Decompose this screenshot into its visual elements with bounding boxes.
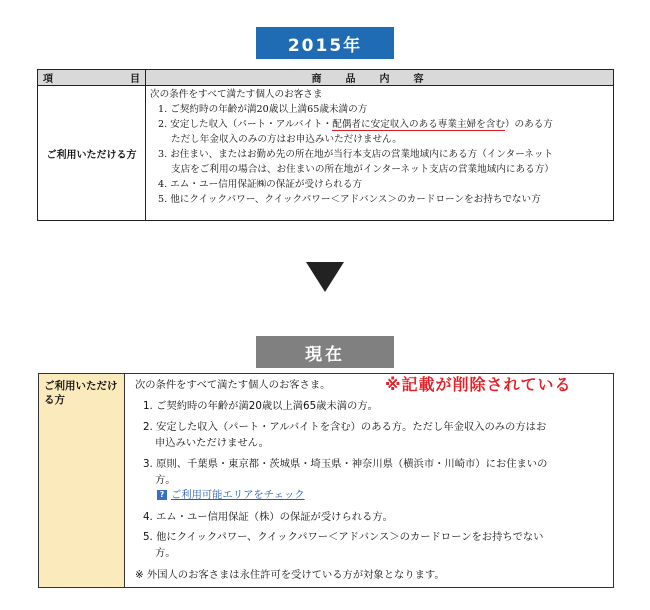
condition-3: 3. 原則、千葉県・東京都・茨城県・埼玉県・神奈川県（横浜市・川崎市）にお住まいの	[143, 458, 548, 470]
condition-5: 5. 他にクイックパワー、クイックパワー＜アドバンス＞のカードローンをお持ちでない方	[158, 194, 541, 205]
condition-2-part-a: 2. 安定した収入（パート・アルバイト・	[158, 119, 333, 130]
table-header	[38, 70, 613, 86]
table-row	[38, 86, 613, 221]
row-label: ご利用いただける方	[39, 374, 125, 587]
condition-2-cont: 申込みいただけません。	[155, 437, 269, 449]
year-2015-label: 2015年	[256, 27, 394, 59]
deleted-note: ※記載が削除されている	[385, 375, 572, 394]
condition-4: 4. エム・ユー信用保証（株）の保証が受けられる方。	[143, 511, 393, 523]
area-check-link-text[interactable]: ご利用可能エリアをチェック	[171, 489, 305, 501]
current-label: 現在	[256, 336, 394, 368]
intro-line: 次の条件をすべて満たす個人のお客さま	[150, 89, 323, 100]
help-icon: ?	[157, 490, 167, 500]
condition-2	[150, 117, 609, 132]
condition-2: 2. 安定した収入（パート・アルバイトを含む）のある方。ただし年金収入のみの方はお	[143, 421, 547, 433]
condition-3-cont: 方。	[155, 474, 176, 486]
area-check-link[interactable]	[157, 487, 305, 503]
condition-5-cont: 方。	[155, 547, 176, 559]
row-content	[146, 86, 613, 221]
condition-1: 1. ご契約時の年齢が満20歳以上満65歳未満の方。	[143, 400, 378, 412]
condition-3: 3. お住まい、またはお勤め先の所在地が当行本支店の営業地域内にある方（インターネット	[158, 149, 554, 160]
header-item-a: 項	[43, 74, 53, 85]
row-label: ご利用いただける方	[38, 86, 146, 221]
header-item-cell	[38, 70, 146, 85]
old-conditions-table	[37, 69, 614, 221]
intro-line: 次の条件をすべて満たす個人のお客さま。	[135, 379, 331, 391]
header-content-cell: 商品内容	[311, 74, 448, 85]
condition-5: 5. 他にクイックパワー、クイックパワー＜アドバンス＞のカードローンをお持ちでない	[143, 531, 544, 543]
condition-4: 4. エム・ユー信用保証㈱の保証が受けられる方	[158, 179, 363, 190]
condition-2-note: ただし年金収入のみの方はお申込みいただけません。	[171, 134, 402, 145]
condition-1: 1. ご契約時の年齢が満20歳以上満65歳未満の方	[158, 104, 368, 115]
header-item-b: 目	[130, 74, 140, 85]
condition-3-cont: 支店をご利用の場合は、お住まいの所在地がインターネット支店の営業地域内にある方）	[171, 164, 554, 175]
condition-2-part-c: ）のある方	[504, 119, 553, 130]
current-conditions-table	[38, 373, 614, 588]
down-arrow-icon	[306, 262, 344, 292]
footnote: ※ 外国人のお客さまは永住許可を受けている方が対象となります。	[135, 569, 445, 581]
row-content	[125, 374, 613, 587]
highlighted-text: 配偶者に安定収入のある専業主婦を含む	[332, 119, 505, 130]
